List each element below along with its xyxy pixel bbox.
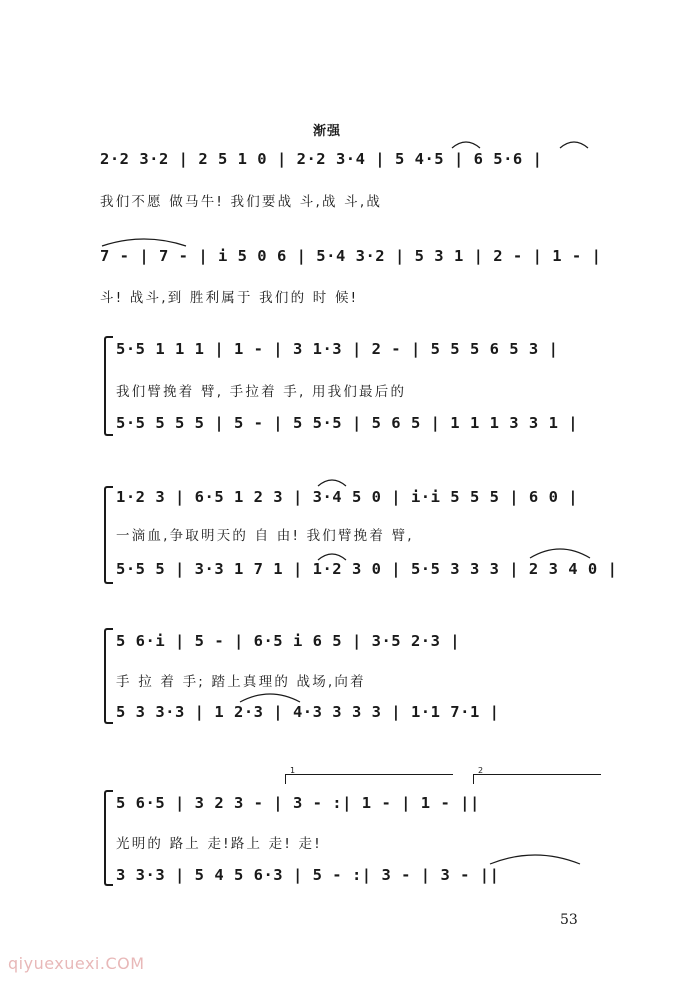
upper-notes-line: 1·2 3 | 6·5 1 2 3 | 3·4 5 0 | i·i 5 5 5 | 6 0 | bbox=[116, 488, 579, 506]
upper-notes-line: 5 6·i | 5 - | 6·5 i 6 5 | 3·5 2·3 | bbox=[116, 632, 461, 650]
slur-mark bbox=[452, 142, 480, 148]
notes-line: 2·2 3·2 | 2 5 1 0 | 2·2 3·4 | 5 4·5 | 6 5·6 | bbox=[100, 150, 543, 168]
dynamic-marking: 渐强 bbox=[313, 124, 342, 139]
slur-mark bbox=[490, 855, 580, 864]
lower-notes-line: 5·5 5 5 5 | 5 - | 5 5·5 | 5 6 5 | 1 1 1 3 3 1 | bbox=[116, 414, 579, 432]
slur-mark bbox=[102, 239, 186, 246]
page-number: 53 bbox=[560, 912, 578, 928]
lyrics-line: 我们臂挽着 臂, 手拉着 手, 用我们最后的 bbox=[116, 384, 407, 400]
lower-notes-line: 3 3·3 | 5 4 5 6·3 | 5 - :| 3 - | 3 - || bbox=[116, 866, 500, 884]
upper-notes-line: 5·5 1 1 1 | 1 - | 3 1·3 | 2 - | 5 5 5 6 5 3 | bbox=[116, 340, 559, 358]
site-watermark: qiyuexuexi.COM bbox=[8, 954, 145, 973]
lyrics-line: 手 拉 着 手; 踏上真理的 战场,向着 bbox=[116, 674, 366, 690]
slur-mark bbox=[530, 549, 590, 558]
lyrics-line: 我们不愿 做马牛! 我们要战 斗,战 斗,战 bbox=[100, 194, 383, 210]
notes-line: 7 - | 7 - | i 5 0 6 | 5·4 3·2 | 5 3 1 | 2 - | 1 - | bbox=[100, 247, 602, 265]
volta-2-label: 2 bbox=[478, 766, 484, 775]
slur-mark bbox=[240, 694, 300, 702]
slur-mark bbox=[318, 480, 346, 486]
slur-mark bbox=[318, 554, 346, 560]
lyrics-line: 斗! 战斗,到 胜利属于 我们的 时 候! bbox=[100, 290, 359, 306]
lower-notes-line: 5 3 3·3 | 1 2·3 | 4·3 3 3 3 | 1·1 7·1 | bbox=[116, 703, 500, 721]
slur-mark bbox=[560, 142, 588, 148]
upper-notes-line: 5 6·5 | 3 2 3 - | 3 - :| 1 - | 1 - || bbox=[116, 794, 480, 812]
volta-1-label: 1 bbox=[290, 766, 296, 775]
lyrics-line: 一滴血,争取明天的 自 由! 我们臂挽着 臂, bbox=[116, 528, 414, 544]
lower-notes-line: 5·5 5 | 3·3 1 7 1 | 1·2 3 0 | 5·5 3 3 3 | 2 3 4 0 | bbox=[116, 560, 618, 578]
lyrics-line: 光明的 路上 走!路上 走! 走! bbox=[116, 836, 322, 852]
